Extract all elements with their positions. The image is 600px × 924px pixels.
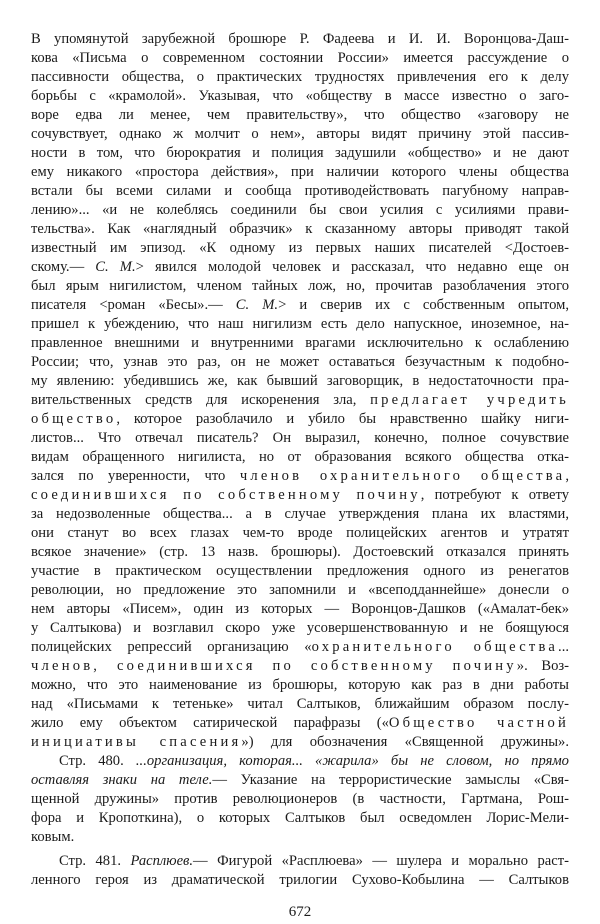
text-line (31, 68, 569, 87)
text-line (31, 258, 569, 277)
text-line (31, 448, 569, 467)
text-line (31, 467, 569, 486)
text-segment: Стр. 481. (59, 853, 131, 869)
text-segment: ности в том, что бюрократия и полиция задушили «общество» и не дают (31, 145, 569, 161)
text-line (31, 657, 569, 676)
spaced-emphasis-text: общество (31, 411, 117, 427)
text-line (31, 49, 569, 68)
commentary-text-body (31, 30, 569, 890)
text-line (31, 790, 569, 809)
text-line (31, 106, 569, 125)
text-line (31, 871, 569, 890)
text-segment: пришел к убеждению, что наш нигилизм есть дело напускное, иноземное, на- (31, 316, 569, 332)
spaced-emphasis-text: членов, соединившихся по собственному почину (31, 658, 517, 674)
text-line (31, 87, 569, 106)
text-segment: лению»... «и не колеблясь соединили бы свои усилия с усилиями прави- (31, 202, 569, 218)
text-segment: всякое значение» (стр. 13 назв. брошюры). Достоевский отказался принять (31, 544, 569, 560)
text-segment: борьбы с «крамолой». Указывая, что «обществу в массе известно о заго- (31, 88, 569, 104)
text-segment: — Фигурой «Расплюева» — шулера и морально раст- (193, 853, 569, 869)
text-segment: > явился молодой человек и рассказал, что недавно еще он (135, 259, 570, 275)
text-segment: писателя <роман «Бесы».— (31, 297, 236, 313)
text-segment: ему никакого «простора действия», при наличии которого члены общества (31, 164, 569, 180)
text-segment: фора и Кропоткина), о которых Салтыков был осведомлен Лорис-Мели- (31, 810, 569, 826)
text-line (31, 182, 569, 201)
spaced-emphasis-text: предлагает учредить (370, 392, 569, 408)
text-line (31, 581, 569, 600)
text-line (31, 619, 569, 638)
text-line (31, 277, 569, 296)
text-segment: му явлению: убедившись же, как бывший заговорщик, в недостаточности пра- (31, 373, 569, 389)
text-line (31, 752, 569, 771)
text-segment: за недозволенные общества... а в случае утверждения плана их властями, (31, 506, 569, 522)
italic-text: ...организация, которая... «жарила» бы не словом, но прямо (135, 753, 569, 769)
text-segment: вительственных средств для искоренения зла, (31, 392, 371, 408)
text-segment: , (565, 468, 569, 484)
text-segment: зался по уверенности, что (31, 468, 240, 484)
text-line (31, 429, 569, 448)
text-segment: щенной дружины» против революционеров (в частности, Гартмана, Рош- (31, 791, 569, 807)
text-segment: листов... Что отвечал писатель? Он выразил, конечно, полное сочувствие (31, 430, 569, 446)
text-line (31, 334, 569, 353)
text-segment: был ярым нигилистом, членом тайных лож, но, прочитав разоблачения этого (31, 278, 569, 294)
text-line (31, 543, 569, 562)
text-line (31, 852, 569, 871)
text-line (31, 372, 569, 391)
text-segment: ковым. (31, 829, 75, 845)
text-line (31, 163, 569, 182)
text-line (31, 239, 569, 258)
page-number: 672 (288, 904, 312, 920)
text-line (31, 30, 569, 49)
text-segment: они станут во всех глазах чем-то вроде полицейских агентов и утратят (31, 525, 569, 541)
text-segment: видам обращенного нигилиста, но от образования всякого общества отка- (31, 449, 569, 465)
text-line (31, 486, 569, 505)
text-segment: ленного героя из драматической трилогии Сухово-Кобылина — Салтыков (31, 872, 569, 888)
text-segment: у Салтыкова) и возглавил скоро уже усовершенствованную и не боящуюся (31, 620, 569, 636)
text-line (31, 638, 569, 657)
text-line (31, 410, 569, 429)
text-segment: ... (558, 639, 569, 655)
text-line (31, 201, 569, 220)
text-segment: — Указание на террористические замыслы «Свя- (212, 772, 570, 788)
italic-text: С. М. (235, 297, 279, 313)
text-line (31, 125, 569, 144)
text-line (31, 144, 569, 163)
italic-text: С. М. (95, 259, 136, 275)
text-segment: над «Письмами к тетеньке» читал Салтыков, ближайшим образом послу- (31, 696, 569, 712)
spaced-emphasis-text: Общество частной (388, 715, 569, 731)
text-segment: скому.— (31, 259, 96, 275)
text-segment: жило ему объектом сатирической парафразы (« (31, 715, 389, 731)
italic-text: Расплюев. (130, 853, 194, 869)
text-segment: В упомянутой зарубежной брошюре Р. Фадеева и И. И. Воронцова-Даш- (31, 31, 569, 47)
text-segment: , которое разоблачило и убило бы нравственно шайку ниги- (116, 411, 569, 427)
text-segment: , потребуют к ответу (420, 487, 569, 503)
text-segment: России; что, узнав это раз, он не может оставаться безучастным к подобно- (31, 354, 569, 370)
text-segment: полицейских репрессий организацию « (31, 639, 312, 655)
text-segment: сочувствует, однако ж молчит о нем», авторы видят причину этой пассив- (31, 126, 569, 142)
text-line (31, 828, 569, 847)
text-line (31, 353, 569, 372)
italic-text: оставляя знаки на теле. (31, 772, 213, 788)
text-segment: Стр. 480. (59, 753, 136, 769)
text-segment: ». Воз- (516, 658, 569, 674)
text-segment: воре едва ли менее, чем правительству», что общество «заговору не (31, 107, 569, 123)
text-line (31, 771, 569, 790)
spaced-emphasis-text: соединившихся по собственному почину (31, 487, 421, 503)
text-line (31, 296, 569, 315)
text-line (31, 600, 569, 619)
text-line (31, 220, 569, 239)
text-segment: революции, но предложение это запомнили и «всеподданнейше» донесли о (31, 582, 569, 598)
text-segment: встали бы всеми силами и сообща противодействовать пагубному направ- (31, 183, 569, 199)
text-line (31, 695, 569, 714)
spaced-emphasis-text: охранительного общества (311, 639, 559, 655)
spaced-emphasis-text: членов охранительного общества (239, 468, 566, 484)
text-line (31, 714, 569, 733)
text-line (31, 733, 569, 752)
text-line (31, 315, 569, 334)
text-line (31, 505, 569, 524)
text-segment: пассивности общества, о практических трудностях привлечения его к делу (31, 69, 569, 85)
text-segment: можно, что это наименование из брошюры, которую как раз в дни работы (31, 677, 569, 693)
text-line (31, 676, 569, 695)
text-line (31, 524, 569, 543)
text-segment: кова «Письма о современном состоянии России» имеется рассуждение о (31, 50, 569, 66)
text-line (31, 809, 569, 828)
text-segment: нем авторы «Писем», один из которых — Воронцов-Дашков («Амалат-бек» (31, 601, 569, 617)
text-segment: известный им эпизод. «К одному из первых наших писателей <Достоев- (31, 240, 569, 256)
text-segment: участие в практическом осуществлении предложения одного из ренегатов (31, 563, 569, 579)
text-segment: ») для обозначения «Священной дружины». (241, 734, 569, 750)
text-line (31, 391, 569, 410)
spaced-emphasis-text: инициативы спасения (31, 734, 242, 750)
text-line (31, 562, 569, 581)
text-segment: > и сверив их с собственным опытом, (278, 297, 569, 313)
text-segment: правленное внешними и внутренними врагами исключительно к ослаблению (31, 335, 569, 351)
text-segment: тельства». Как «наглядный образчик» к сказанному авторы приводят такой (31, 221, 569, 237)
